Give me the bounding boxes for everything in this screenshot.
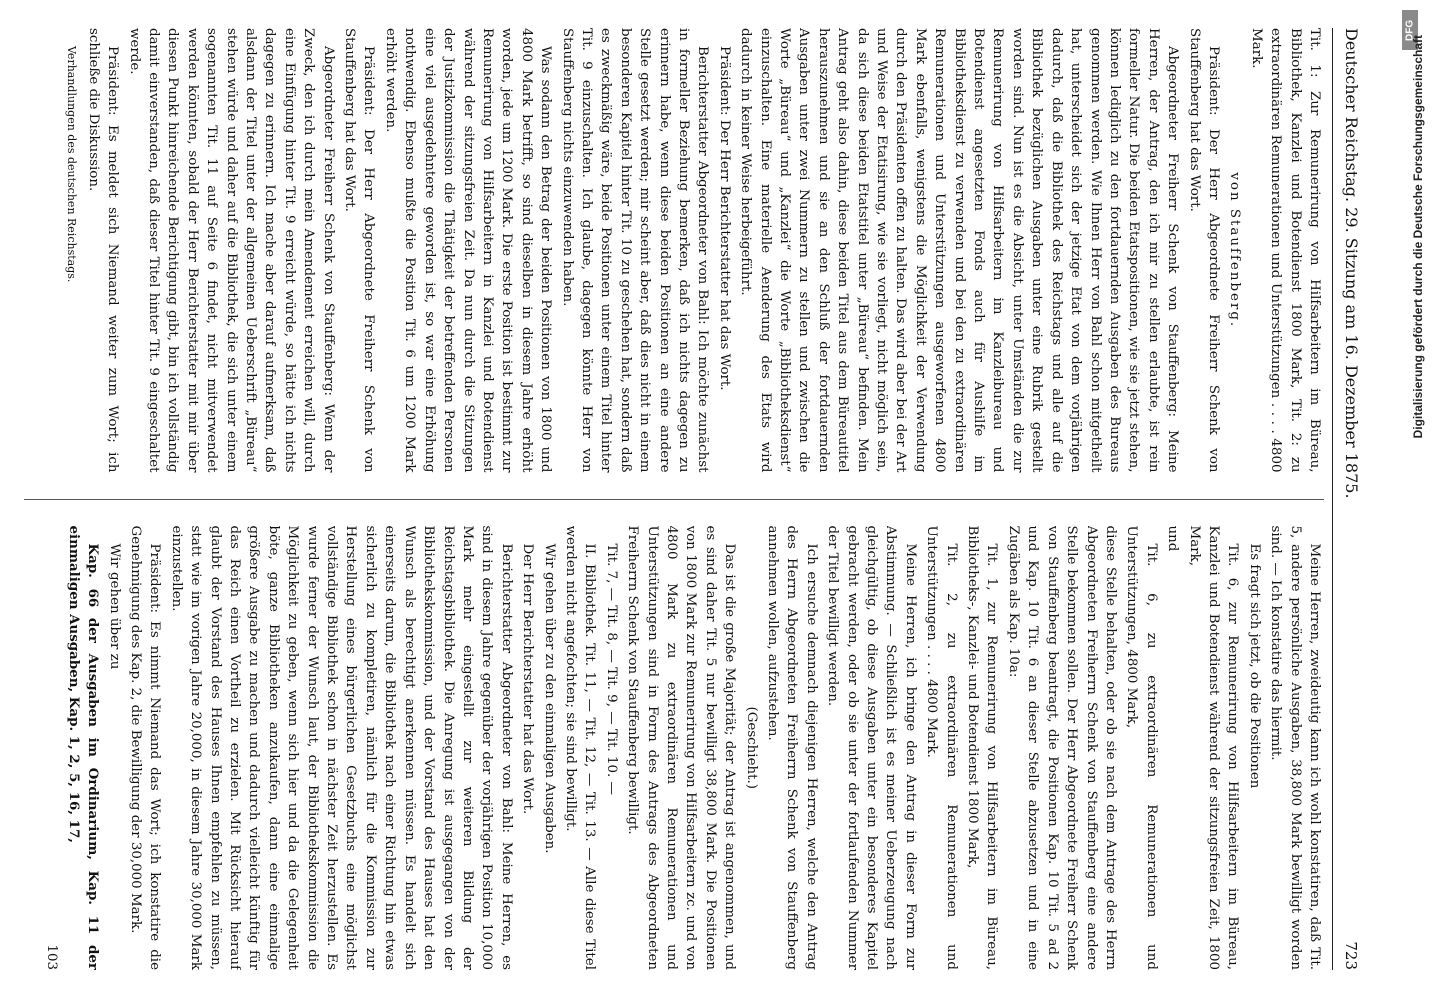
paragraph: Präsident: Es nimmt Niemand das Wort; ich konstatire die Genehmigung des Kap. 2, die Bewilligung der 30,000 Mark. [128, 525, 163, 970]
page-header [1332, 28, 1361, 970]
paragraph: Wir gehen über zu [106, 543, 122, 670]
paragraph: und [1165, 525, 1181, 552]
running-title: Deutscher Reichstag. 29. Sitzung am 16. Dezember 1875. [1342, 28, 1361, 499]
paragraph: Tit. 6, zur Remunerirung von Hilfsarbeitern im Büreau, Kanzlei und Botendienst während der sitzungsfreien Zeit, 1800 Mark, [1186, 525, 1241, 970]
footer-note: Verhandlungen des deutschen Reichstags. [65, 46, 79, 283]
paragraph: Abgeordneter Freiherr Schenk von Stauffenberg: Meine Herren, der Antrag, den ich mir zu stellen erlaubte, ist rein formeller Natur. Die beiden Etatspositionen, wie sie jetzt stehen, können lediglich zu den fortdauernden Ausgaben des Bureaus genommen werden. Wie Ihnen Herr von Bahl schon mitgetheilt hat, unterscheidet sich der jetzige Etat von dem vorjährigen dadurch, daß die Bibliothek des Reichstags und alle auf die Bibliothek bezüglichen Ausgaben unter eine Rubrik gestellt worden sind. Nun ist es die Absicht, unter Umständen die zur Remunerirung von Hilfsarbeitern im Kanzleibureau und Botendienst angesetzten Fonds auch für Aushilfe im Bibliotheksdienst zu verwenden und bei den zu extraordinären Remunerationen und Unterstützungen ausgeworfenen 4800 Mark ebenfalls, wenigstens die Möglichkeit der Verwendung durch den Präsidenten offen zu halten. Das wird aber bei der Art und Weise der Etatisirung, wie sie vorliegt, nicht möglich sein, da sich diese beiden Etatstitel unter „Büreau“ befinden. Mein Antrag geht also dahin, diese beiden Titel aus dem Büreautitel herauszunehmen und sie an den Schluß der fortdauernden Ausgaben unter zwei Nummern zu stellen und zwischen die Worte „Büreau“ und „Kanzlei“ die Worte „Bibliotheksdienst“ einzuschalten. Eine materielle Aenderung des Etats wird dadurch in keiner Weise herbeigeführt. [738, 28, 1181, 473]
digitization-sidebar [1390, 0, 1432, 1000]
paragraph: Präsident: Es meldet sich Niemand weiter zum Wort; ich schließe die Diskussion. [85, 28, 121, 473]
paragraph: Präsident: Der Herr Abgeordnete Freiherr Schenk von Stauffenberg hat das Wort. [1186, 28, 1221, 473]
paragraph: Meine Herren, zweideutig kann ich wohl konstatiren, daß Tit. 5, andere persönliche Ausgaben, 38,800 Mark bewilligt worden sind. — Ich konstatire das hiermit. [1268, 525, 1322, 970]
paragraph: Tit. 1: Zur Remunerirung von Hilfsarbeitern im Büreau, Bibliothek, Kanzlei und Botendienst 1800 Mark, Tit. 2: zu extraordinären Remunerationen und Unterstützungen . . . . 4800 Mark. [1248, 28, 1322, 473]
paragraph: Präsident: Der Herr Berichterstatter hat das Wort. [716, 46, 732, 391]
paragraph: Abgeordneter Freiherr Schenk von Stauffenberg: Wenn der Zweck, den ich durch mein Amendement erreichen will, durch eine Einfügung hinter Tit. 9 erreicht würde, so hätte ich nichts dagegen zu erinnern. Ich mache aber darauf aufmerksam, daß alsdann der Titel unter der allgemeinen Ueberschrift „Büreau“ stehen würde und daher auf die Bibliothek, die sich unter einem sogenannten Tit. 11 auf Seite 6 findet, nicht mitverwendet werden könnten, sobald der Herr Berichterstatter mit mir über diesen Punkt hinreichende Berichtigung gibt, bin ich vollständig damit einverstanden, daß dieser Titel hinter Tit. 9 eingeschaltet werde. [126, 28, 336, 473]
paragraph: Meine Herren, ich bringe den Antrag in dieser Form zur Abstimmung. — Schließlich ist es meiner Ueberzeugung nach gleichgültig, ob diese Ausgaben unter ein besonderes Kapitel gebracht werden, oder ob sie unter der fortlaufenden Nummer der Titel bewilligt werden. [825, 525, 918, 970]
paragraph: Das ist die große Majorität; der Antrag ist angenommen, und es sind daher Tit. 5 nur bewilligt 38,800 Mark. Die Positionen von 1800 Mark zur Remunerirung von Hilfsarbeitern zc. und von 4800 Mark zu extraordinären Remunerationen und Unterstützungen sind in Form des Antrags des Abgeordneten Freiherrn Schenk von Stauffenberg bewilligt. [625, 525, 738, 970]
column-divider [24, 499, 1324, 500]
paragraph: II. Bibliothek. Tit. 11, — Tit. 12, — Tit. 13. — Alle diese Titel werden nicht angefochten; sie sind bewilligt. [562, 525, 598, 970]
paragraph: Präsident: Der Herr Abgeordnete Freiherr Schenk von Stauffenberg hat das Wort. [342, 28, 377, 473]
paragraph: 103 [44, 944, 60, 970]
paragraph: Es fragt sich jetzt, ob die Positionen [1246, 543, 1262, 789]
paragraph: Wir gehen über zu den einmaligen Ausgaben. [541, 543, 557, 854]
paragraph: diese Stelle behalten, oder ob sie nach dem Antrage des Herrn Abgeordneten Freiherrn Schenk von Stauffenberg eine andere Stelle bekommen sollen. Der Herr Abgeordnete Freiherr Schenk von Stauffenberg beantragt, die Positionen Kap. 10 Tit. 5 ad 2 und Kap. 10 Tit. 6 an dieser Stelle abzusetzen und in eine Zugäben als Kap. 10a: [1005, 525, 1118, 970]
paragraph: (Geschieht.) [743, 706, 759, 790]
paragraph: Der Herr Berichterstatter hat das Wort. [520, 543, 536, 815]
paragraph: Kap. 66 der Ausgaben im Ordinarium, Kap. 11 der einmaligen Ausgaben, Kap. 1, 2, 5, 16, 17, [65, 525, 102, 970]
text-columns [24, 28, 1324, 970]
paragraph: Tit. 1, zur Remunerirung von Hilfsarbeitern im Büreau, Bibliotheks-, Kanzlei- und Botendienst 1800 Mark, [965, 525, 1000, 970]
paragraph: Tit. 2, zu extraordinären Remunerationen und Unterstützungen . . . . 4800 Mark. [924, 525, 959, 970]
page-number: 723 [1342, 941, 1360, 970]
paragraph: Tit. 6, zu extraordinären Remunerationen und Unterstützungen, 4800 Mark, [1124, 525, 1159, 970]
paragraph: Berichterstatter Abgeordneter von Bahl: Ich möchte zunächst in formeller Beziehung bemerken, daß ich nichts dagegen zu erinnern habe, wenn diese beiden Positionen an eine andere Stelle gesetzt werden; mir scheint aber, daß dies nicht in einem besonderen Kapitel hinter Tit. 10 zu geschehen hat, sondern daß es zweckmäßig wäre, beide Positionen unter einem Titel hinter Tit. 9 einzuschalten. Ich glaube, dagegen könnte Herr von Stauffenberg nichts einzuwenden haben. [559, 28, 711, 473]
left-column [24, 28, 1324, 473]
paragraph: Tit. 7, — Tit. 8, — Tit. 9, — Tit. 10. — [603, 543, 619, 795]
right-column [24, 526, 1324, 971]
dfg-credit: Digitalisierung gefördert durch die Deutsche Forschungsgemeinschaft [1411, 35, 1425, 439]
paragraph: Ich ersuche demnach diejenigen Herren, welche den Antrag des Herrn Abgeordneten Freiherrn Schenk von Stauffenberg annehmen wollen, aufzustehen. [765, 525, 819, 970]
paragraph: Was sodann den Betrag der beiden Positionen von 1800 und 4800 Mark betrifft, so sind dieselben in diesem Jahre erhöht worden, jede um 1200 Mark. Die erste Position ist bestimmt zur Remunerirung von Hilfsarbeitern in Kanzlei und Botendienst während der sitzungsfreien Zeit. Da nun durch die Sitzungen der Justizkommission die Thätigkeit der betreffenden Personen eine viel ausgedehntere geworden ist, so war eine Erhöhung nothwendig. Ebenso mußte die Position Tit. 6 um 1200 Mark erhöht werden. [382, 28, 554, 473]
dfg-logo: DFG [1402, 10, 1418, 50]
paragraph: Berichterstatter Abgeordneter von Bahl: Meine Herren, es sind in diesem Jahre gegenüber der vorjährigen Position 10,000 Mark mehr eingestellt zur weiteren Bildung der Reichstagsbibliothek. Die Anregung ist ausgegangen von der Bibliothekskommission, und der Vorstand des Hauses hat den Wunsch als berechtigt anerkennen müssen. Es handelt sich einerseits darum, die Bibliothek nach einer Richtung hin etwas sicherlich zu kompletiren, nämlich für die Kommission zur Herstellung eines bürgerlichen Gesetzbuchs eine möglichst vollständige Bibliothek schon in nächster Zeit herzustellen. Es wurde ferner der Wunsch laut, der Bibliothekskommission die Möglichkeit zu geben, wenn sich hier und da die Gelegenheit böte, ganze Bibliotheken anzukaufen, dann eine einmalige größere Ausgabe zu machen und dadurch vielleicht künftig für das Reich einen Vortheil zu erzielen. Mit Rücksicht hierauf glaubt der Vorstand des Hauses Ihnen empfehlen zu müssen, statt wie im vorigen Jahre 20,000, in diesem Jahre 30,000 Mark einzustellen. [168, 525, 514, 970]
paragraph: von Stauffenberg. [1227, 172, 1243, 329]
